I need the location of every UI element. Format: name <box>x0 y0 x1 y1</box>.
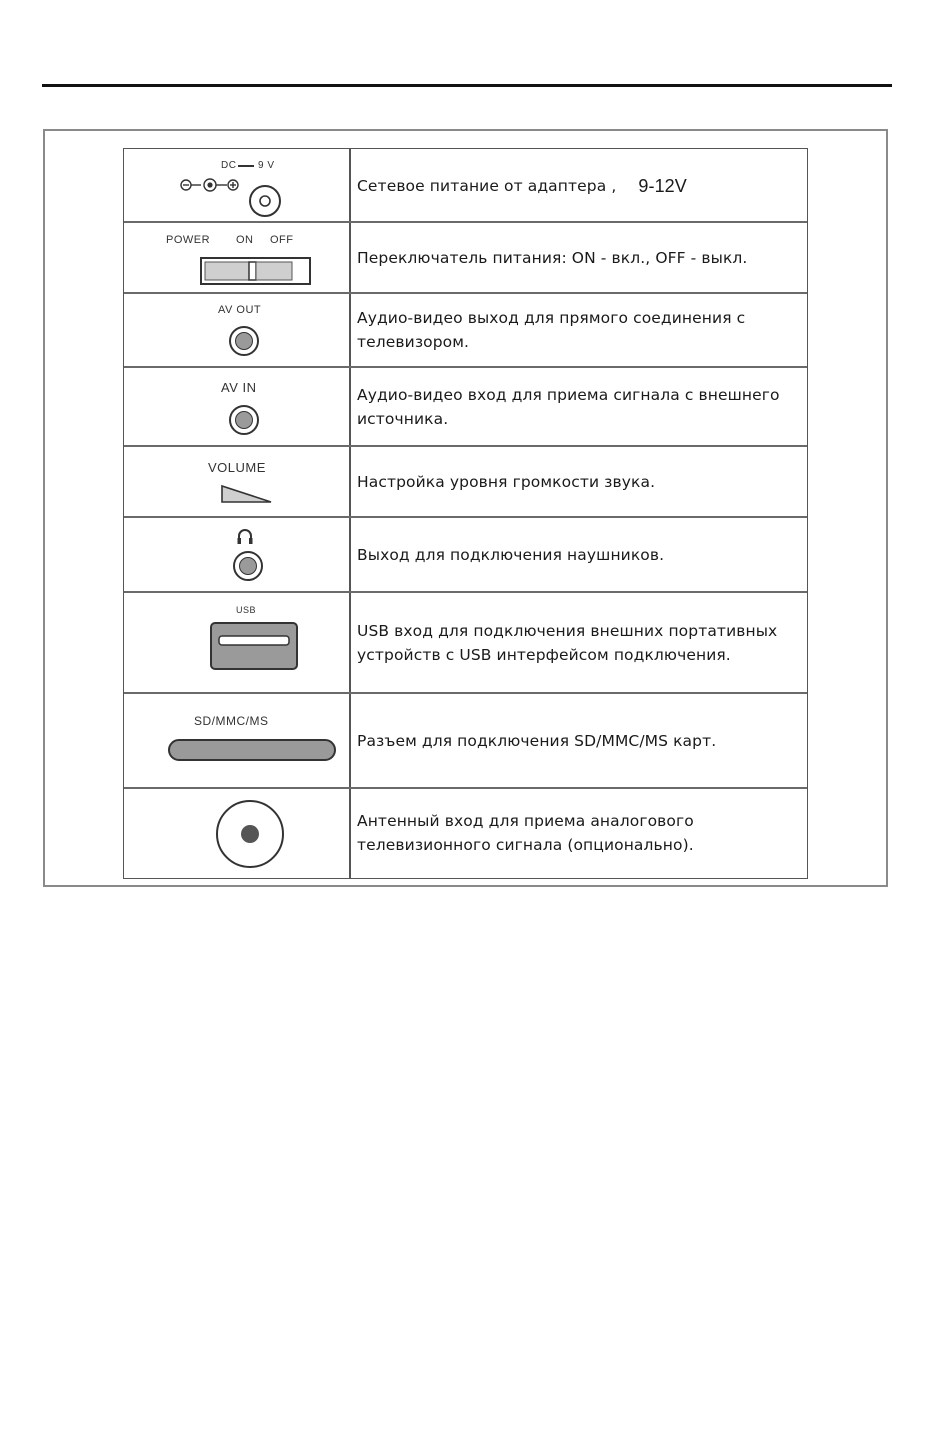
table-row-av-in <box>124 367 807 446</box>
headphones-description <box>357 517 795 592</box>
volume-text: Настройка уровня громкости звука. <box>357 472 656 491</box>
dc-jack-icon <box>248 184 282 218</box>
power-label: POWER <box>166 234 211 246</box>
usb-text: USB вход для подключения внешних портативных устройств с USB интерфейсом подключения. <box>357 621 778 664</box>
av-out-icon-cell <box>124 293 349 367</box>
table-row-power-switch <box>124 222 807 293</box>
power-switch-text: Переключатель питания: ON - вкл., OFF - выкл. <box>357 248 748 267</box>
av-out-label: AV OUT <box>218 304 262 316</box>
table-row-av-out <box>124 293 807 367</box>
volume-label: VOLUME <box>208 460 266 475</box>
card-slot-text: Разъем для подключения SD/MMC/MS карт. <box>357 731 717 750</box>
av-out-description <box>357 293 795 367</box>
dc-power-icon-cell <box>124 149 349 222</box>
volume-ramp-icon <box>221 484 273 504</box>
dc-power-text: Сетевое питание от адаптера , <box>357 176 617 195</box>
antenna-icon-cell <box>124 788 349 878</box>
av-in-icon-cell <box>124 367 349 446</box>
antenna-text: Антенный вход для приема аналогового телевизионного сигнала (опционально). <box>357 812 694 854</box>
table-row-dc-power <box>124 149 807 222</box>
volt-label: 9 V <box>258 160 275 171</box>
usb-description <box>357 592 795 693</box>
av-out-jack-icon <box>229 326 259 356</box>
av-in-label: AV IN <box>221 380 257 395</box>
top-rule <box>42 84 892 87</box>
on-label: ON <box>236 234 254 246</box>
headphones-icon-cell <box>124 517 349 592</box>
dc-label: DC <box>221 160 237 171</box>
table-row-volume <box>124 446 807 517</box>
table-row-antenna <box>124 788 807 878</box>
card-slot-label: SD/MMC/MS <box>194 714 269 728</box>
card-slot-icon-cell <box>124 693 349 788</box>
av-in-jack-icon <box>229 405 259 435</box>
usb-port-icon <box>210 622 298 670</box>
power-switch-icon <box>200 257 311 285</box>
power-switch-icon-cell <box>124 222 349 293</box>
polarity-icon <box>179 177 241 193</box>
volume-icon-cell <box>124 446 349 517</box>
antenna-jack-icon <box>214 798 286 870</box>
dc-power-description <box>357 149 795 222</box>
connector-table <box>123 148 808 879</box>
off-label: OFF <box>270 234 294 246</box>
headphones-text: Выход для подключения наушников. <box>357 545 665 564</box>
table-row-headphones <box>124 517 807 592</box>
usb-icon-cell <box>124 592 349 693</box>
table-row-card-slot <box>124 693 807 788</box>
table-row-usb <box>124 592 807 693</box>
card-slot-description <box>357 693 795 788</box>
av-out-text: Аудио-видео выход для прямого соединения с телевизором. <box>357 309 746 351</box>
av-in-description <box>357 367 795 446</box>
usb-label: USB <box>236 605 257 615</box>
card-slot-icon <box>168 738 336 762</box>
dc-symbol-icon <box>238 165 254 167</box>
antenna-description <box>357 788 795 878</box>
volume-description <box>357 446 795 517</box>
headphones-icon <box>236 528 254 546</box>
av-in-text: Аудио-видео вход для приема сигнала с внешнего источника. <box>357 385 780 428</box>
voltage-value: 9-12V <box>638 175 687 196</box>
headphones-jack-icon <box>233 551 263 581</box>
power-switch-description <box>357 222 795 293</box>
